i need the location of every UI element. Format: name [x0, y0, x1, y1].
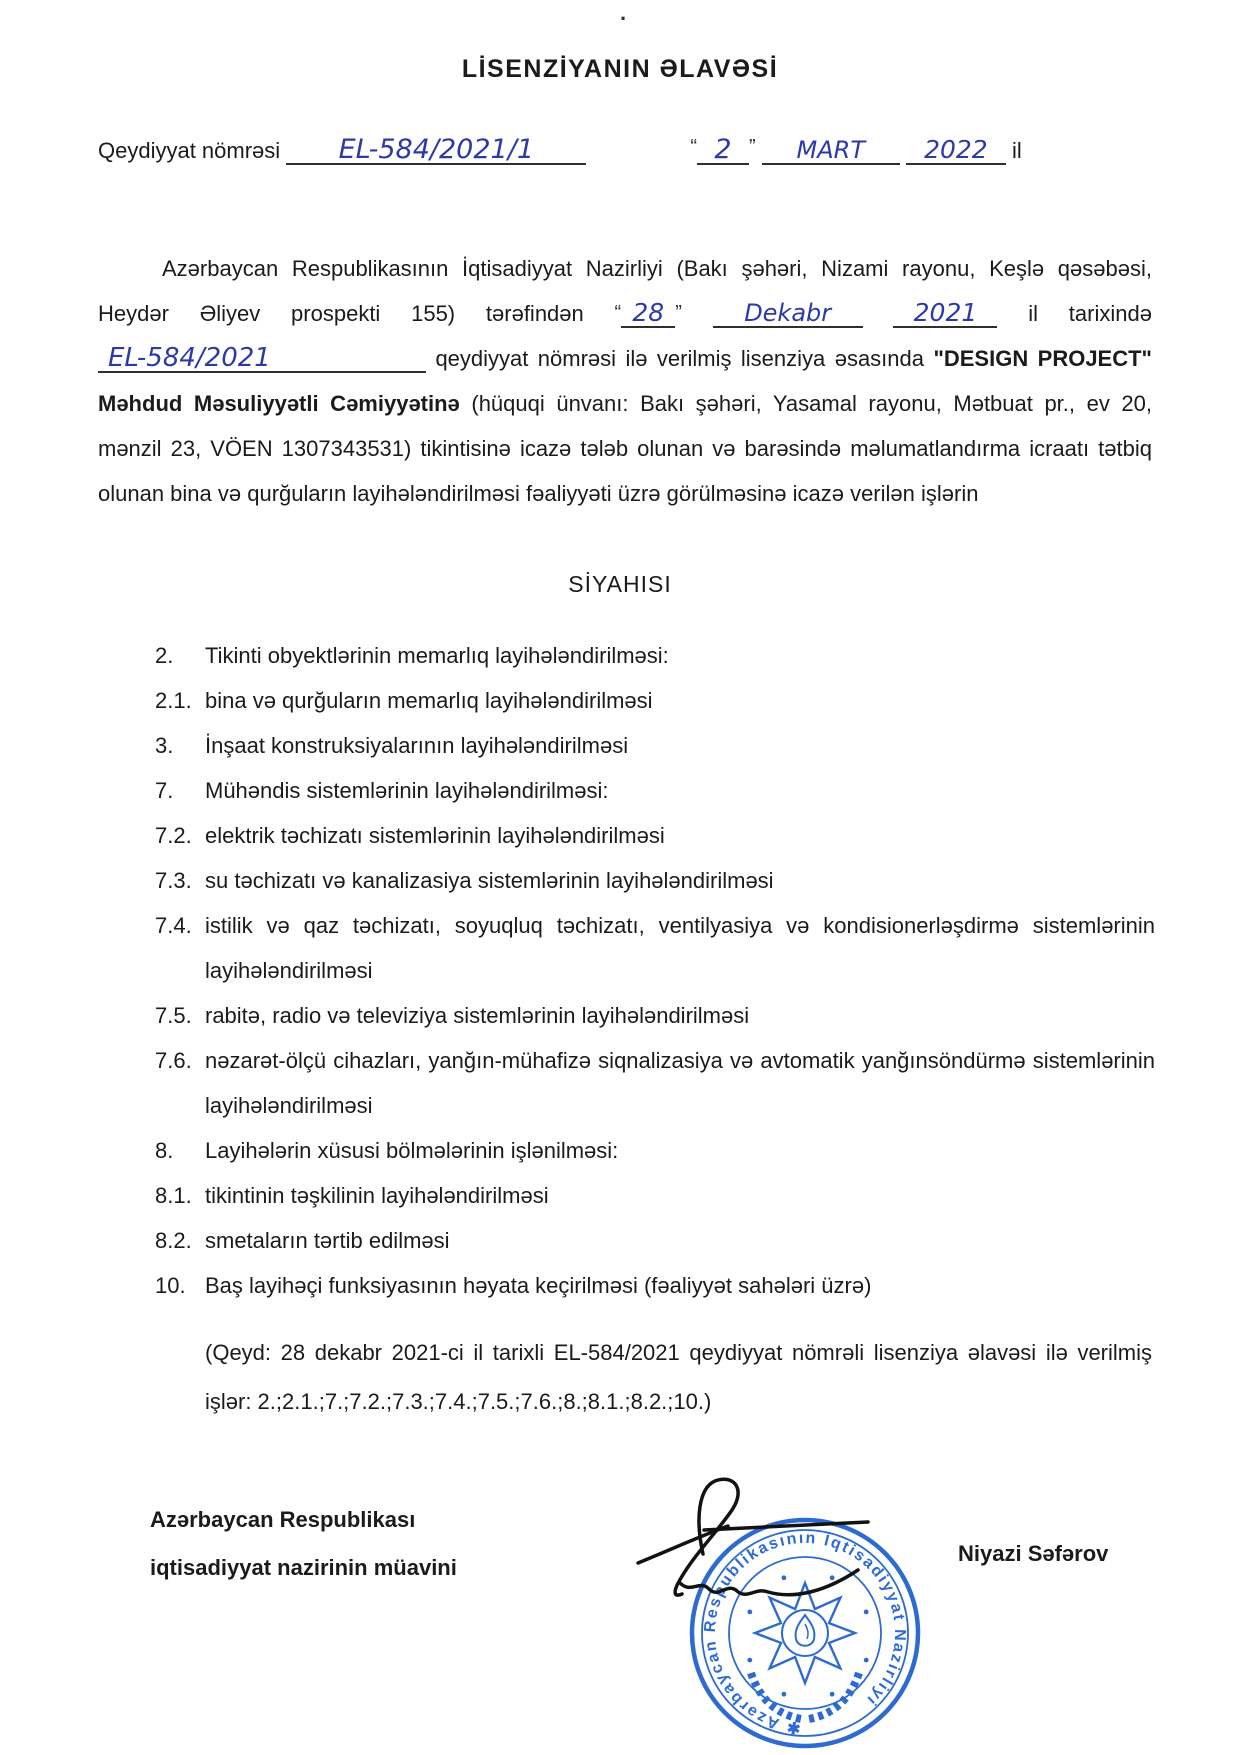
- list-item-number: 10.: [155, 1273, 186, 1298]
- list-item-text: elektrik təchizatı sistemlərinin layihələndirilməsi: [205, 823, 665, 848]
- open-quote: “: [690, 136, 697, 158]
- stamp-wreath-right: [809, 1673, 859, 1719]
- list-item-text: su təchizatı və kanalizasiya sistemlərinin layihələndirilməsi: [205, 868, 774, 893]
- signer-name: Niyazi Səfərov: [958, 1541, 1109, 1566]
- month-field: [762, 138, 900, 165]
- registration-label: Qeydiyyat nömrəsi: [98, 138, 281, 163]
- date-group: [690, 134, 1022, 165]
- list-item-text: istilik və qaz təchizatı, soyuqluq təchizatı, ventilyasiya və kondisionerləşdirmə sistemlərinin layihələndirilməsi: [205, 913, 1155, 983]
- body-seg2: il tarixində: [1028, 301, 1152, 326]
- list-item-number: 7.4.: [155, 913, 192, 938]
- list-item: [155, 723, 1155, 768]
- month-handwriting: MART: [796, 136, 866, 164]
- list-item: [155, 1128, 1155, 1173]
- body-year-field: [893, 300, 997, 328]
- list-item-number: 8.: [155, 1138, 174, 1163]
- list-item-text: Baş layihəçi funksiyasının həyata keçirilməsi (fəaliyyət sahələri üzrə): [205, 1273, 872, 1298]
- list-item: [155, 633, 1155, 678]
- list-item: [155, 1218, 1155, 1263]
- company-name-bold: "DESIGN PROJECT" Məhdud Məsuliyyətli Cəmiyyətinə: [98, 346, 1152, 416]
- list-item-text: Mühəndis sistemlərinin layihələndirilməsi:: [205, 778, 609, 803]
- list-item-number: 2.: [155, 643, 174, 668]
- list-item-text: İnşaat konstruksiyalarının layihələndirilməsi: [205, 733, 629, 758]
- list-item: [155, 813, 1155, 858]
- stamp-ring-text: ✱ Azərbaycan Respublikasının İqtisadiyyat Nazirliyi: [701, 1529, 909, 1737]
- list-item-number: 7.5.: [155, 1003, 192, 1028]
- list-item-number: 3.: [155, 733, 174, 758]
- day-handwriting: 2: [714, 134, 732, 165]
- list-item-number: 7.2.: [155, 823, 192, 848]
- body-seg1: Azərbaycan Respublikasının İqtisadiyyat Nazirliyi (Bakı şəhəri, Nizami rayonu, Keşlə qəsəbəsi, Heydər Əliyev prospekti 155) tərəfindən: [98, 256, 1152, 326]
- list-item: [155, 903, 1155, 993]
- body-regnumber-field: [98, 344, 426, 373]
- registration-number-field: [286, 136, 586, 165]
- body-close-quote: ”: [675, 302, 682, 324]
- body-year-handwriting: 2021: [913, 298, 978, 327]
- list-item: [155, 993, 1155, 1038]
- list-item-number: 2.1.: [155, 688, 192, 713]
- issuer-title-block: [150, 1496, 457, 1592]
- list-item-text: rabitə, radio və televiziya sistemlərinin layihələndirilməsi: [205, 1003, 750, 1028]
- stamp-flame-emblem: [796, 1615, 815, 1646]
- body-month-handwriting: Dekabr: [744, 299, 832, 327]
- registration-number-handwriting: EL-584/2021/1: [338, 134, 534, 165]
- works-list: [155, 633, 1155, 1308]
- issuer-line2: iqtisadiyyat nazirinin müavini: [150, 1555, 457, 1580]
- year-suffix: il: [1012, 138, 1022, 163]
- list-item: [155, 1173, 1155, 1218]
- list-item: [155, 858, 1155, 903]
- list-item: [155, 768, 1155, 813]
- list-item-number: 8.1.: [155, 1183, 192, 1208]
- list-item-number: 7.3.: [155, 868, 192, 893]
- registration-line: [98, 136, 1153, 165]
- body-regnumber-handwriting: EL-584/2021: [108, 343, 271, 373]
- signature-ink: [600, 1466, 930, 1606]
- list-item-text: Tikinti obyektlərinin memarlıq layihələndirilməsi:: [205, 643, 669, 668]
- list-heading: SİYAHISI: [568, 571, 672, 597]
- document-title: LİSENZİYANIN ƏLAVƏSİ: [461, 55, 779, 83]
- day-field: [697, 136, 749, 165]
- list-item-text: Layihələrin xüsusi bölmələrinin işlənilməsi:: [205, 1138, 619, 1163]
- body-month-field: [713, 301, 863, 328]
- body-seg4: (hüquqi ünvanı: Bakı şəhəri, Yasamal rayonu, Mətbuat pr., ev 20, mənzil 23, VÖEN 1307343531) tikintisinə icazə tələb olunan və barəsində məlumatlandırma icraatı tətbiq olunan bina və qurğuların layihələndirilməsi fəaliyyəti üzrə görülməsinə icazə verilən işlərin: [98, 391, 1152, 506]
- note-paragraph: (Qeyd: 28 dekabr 2021-ci il tarixli EL-584/2021 qeydiyyat nömrəli lisenziya əlavəsi ilə verilmiş işlər: 2.;2.1.;7.;7.2.;7.3.;7.4.;7.5.;7.6.;8.;8.1.;8.2.;10.): [205, 1340, 1152, 1414]
- list-item: [155, 1263, 1155, 1308]
- list-item: [155, 678, 1155, 723]
- list-item-text: bina və qurğuların memarlıq layihələndirilməsi: [205, 688, 653, 713]
- scan-dot-mark: .: [620, 0, 627, 25]
- year-handwriting: 2022: [924, 135, 988, 164]
- body-paragraph: [98, 246, 1152, 516]
- list-item-number: 7.6.: [155, 1048, 192, 1073]
- year-field: [906, 137, 1006, 165]
- issuer-line1: Azərbaycan Respublikası: [150, 1507, 416, 1532]
- close-quote: ”: [748, 136, 756, 158]
- body-day-handwriting: 28: [632, 298, 665, 327]
- body-seg3: qeydiyyat nömrəsi ilə verilmiş lisenziya əsasında: [435, 346, 924, 371]
- body-day-field: [621, 300, 675, 328]
- list-item-text: nəzarət-ölçü cihazları, yanğın-mühafizə siqnalizasiya və avtomatik yanğınsöndürmə sistemlərinin layihələndirilməsi: [205, 1048, 1155, 1118]
- list-item-text: smetaların tərtib edilməsi: [205, 1228, 450, 1253]
- list-item-number: 8.2.: [155, 1228, 192, 1253]
- list-item-number: 7.: [155, 778, 174, 803]
- body-open-quote: “: [614, 302, 622, 324]
- list-item: [155, 1038, 1155, 1128]
- list-item-text: tikintinin təşkilinin layihələndirilməsi: [205, 1183, 549, 1208]
